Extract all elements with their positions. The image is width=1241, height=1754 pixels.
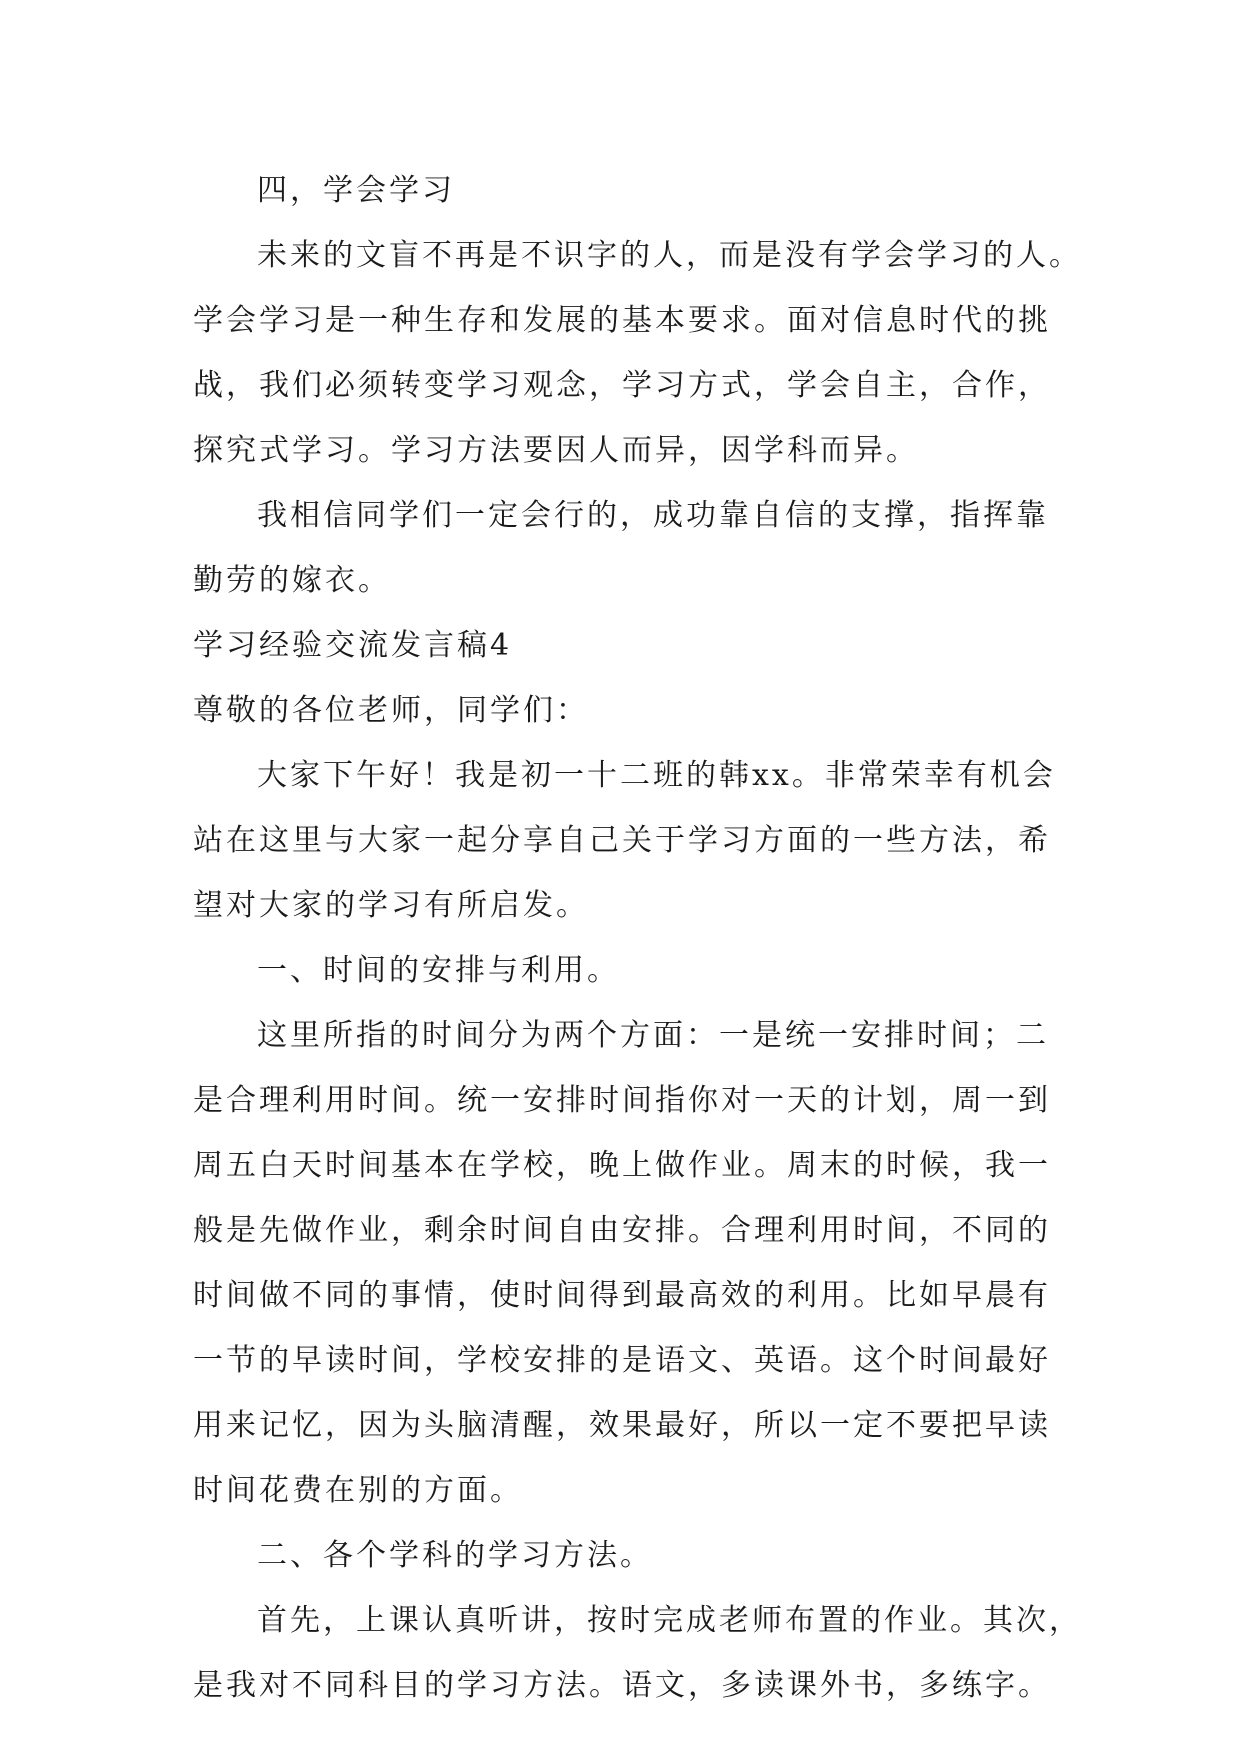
document-body bbox=[193, 158, 1093, 1718]
heading-learn-to-learn: 四，学会学习 bbox=[257, 173, 455, 208]
paragraph-line: 这里所指的时间分为两个方面：一是统一安排时间；二 bbox=[257, 1018, 1049, 1053]
paragraph-line: 般是先做作业，剩余时间自由安排。合理利用时间，不同的 bbox=[193, 1213, 1051, 1248]
salutation: 尊敬的各位老师，同学们： bbox=[193, 693, 589, 728]
paragraph-line: 战，我们必须转变学习观念，学习方式，学会自主，合作， bbox=[193, 368, 1051, 403]
paragraph-line: 勤劳的嫁衣。 bbox=[193, 563, 391, 598]
paragraph-line: 学会学习是一种生存和发展的基本要求。面对信息时代的挑 bbox=[193, 303, 1051, 338]
paragraph-line: 时间做不同的事情，使时间得到最高效的利用。比如早晨有 bbox=[193, 1278, 1051, 1313]
section-title: 学习经验交流发言稿4 bbox=[193, 628, 513, 663]
paragraph-line: 时间花费在别的方面。 bbox=[193, 1473, 523, 1508]
paragraph-line: 是合理利用时间。统一安排时间指你对一天的计划，周一到 bbox=[193, 1083, 1051, 1118]
subheading-subjects: 二、各个学科的学习方法。 bbox=[257, 1538, 653, 1573]
paragraph-line: 望对大家的学习有所启发。 bbox=[193, 888, 589, 923]
paragraph-line: 一节的早读时间，学校安排的是语文、英语。这个时间最好 bbox=[193, 1343, 1051, 1378]
paragraph-line: 用来记忆，因为头脑清醒，效果最好，所以一定不要把早读 bbox=[193, 1408, 1051, 1443]
paragraph-line: 站在这里与大家一起分享自己关于学习方面的一些方法，希 bbox=[193, 823, 1051, 858]
paragraph-line: 探究式学习。学习方法要因人而异，因学科而异。 bbox=[193, 433, 919, 468]
paragraph-line: 首先，上课认真听讲，按时完成老师布置的作业。其次， bbox=[257, 1603, 1082, 1638]
paragraph-line: 未来的文盲不再是不识字的人，而是没有学会学习的人。 bbox=[257, 238, 1082, 273]
paragraph-line: 我相信同学们一定会行的，成功靠自信的支撑，指挥靠 bbox=[257, 498, 1049, 533]
subheading-time: 一、时间的安排与利用。 bbox=[257, 953, 620, 988]
paragraph-line: 是我对不同科目的学习方法。语文，多读课外书，多练字。 bbox=[193, 1668, 1051, 1703]
paragraph-line: 大家下午好！我是初一十二班的韩xx。非常荣幸有机会 bbox=[257, 758, 1056, 793]
paragraph-line: 周五白天时间基本在学校，晚上做作业。周末的时候，我一 bbox=[193, 1148, 1051, 1183]
